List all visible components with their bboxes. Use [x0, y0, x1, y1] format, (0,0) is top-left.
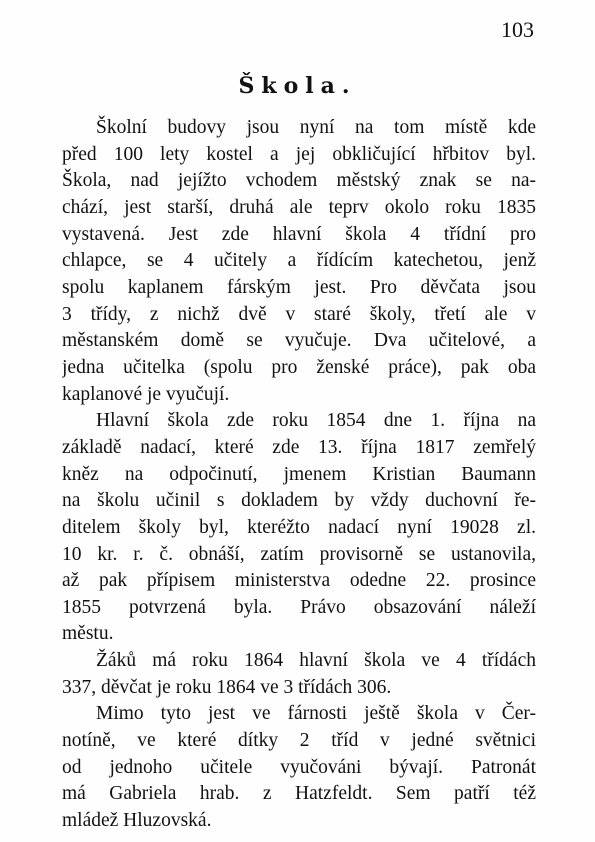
body-text — [62, 115, 536, 835]
page-number: 103 — [501, 17, 534, 42]
text-line: jedna učitelka (spolu pro ženské práce), pak oba — [62, 356, 536, 378]
text-line: základě nadací, které zde 13. října 1817 zemřelý — [62, 436, 536, 458]
paragraph-3 — [62, 648, 536, 701]
text-line: 3 třídy, z nichž dvě v staré školy, třetí ale v — [62, 303, 536, 325]
text-line: chází, jest starší, druhá ale teprv okolo roku 1835 — [62, 196, 536, 218]
text-line: Hlavní škola zde roku 1854 dne 1. října na — [96, 410, 536, 432]
text-line: 1855 potvrzená byla. Právo obsazování náleží — [62, 596, 536, 618]
text-line: mládež Hluzovská. — [62, 810, 212, 832]
text-line: ditelem školy byl, kteréžto nadací nyní 19028 zl. — [62, 516, 536, 538]
text-line: vystavená. Jest zde hlavní škola 4 třídní pro — [62, 223, 536, 245]
paragraph-2 — [62, 408, 536, 648]
text-line: Školní budovy jsou nyní na tom místě kde — [96, 117, 536, 138]
text-line: Mimo tyto jest ve fárnosti ještě škola v Čer- — [96, 703, 536, 725]
text-line: 337, děvčat je roku 1864 ve 3 třídách 306. — [62, 676, 392, 698]
text-line: má Gabriela hrab. z Hatzfeldt. Sem patří též — [62, 783, 536, 805]
section-heading: Škola. — [238, 73, 357, 99]
text-line: Žáků má roku 1864 hlavní škola ve 4 třídách — [96, 650, 536, 672]
paragraph-1 — [62, 115, 536, 408]
text-line: na školu učinil s dokladem by vždy duchovní ře- — [62, 490, 536, 512]
text-line: kaplanové je vyučují. — [62, 383, 230, 405]
text-line: městu. — [62, 623, 114, 645]
text-line: až pak přípisem ministerstva odedne 22. prosince — [62, 570, 536, 592]
text-line: 10 kr. r. č. obnáší, zatím provisorně se ustanovila, — [62, 543, 536, 565]
text-line: městanském domě se vyučuje. Dva učitelové, a — [62, 330, 536, 352]
paragraph-4 — [62, 701, 536, 834]
text-line: spolu kaplanem fárským jest. Pro děvčata jsou — [62, 276, 536, 298]
text-line: od jednoho učitele vyučováni bývají. Patronát — [62, 756, 536, 778]
text-line: notíně, ve které dítky 2 tříd v jedné světnici — [62, 730, 536, 752]
text-line: chlapce, se 4 učitely a řídícím katechetou, jenž — [62, 250, 536, 272]
text-line: Škola, nad jejížto vchodem městský znak se na- — [62, 170, 536, 192]
text-line: před 100 lety kostel a jej obkličující hřbitov byl. — [62, 143, 536, 165]
text-line: kněz na odpočinutí, jmenem Kristian Baumann — [62, 463, 536, 485]
